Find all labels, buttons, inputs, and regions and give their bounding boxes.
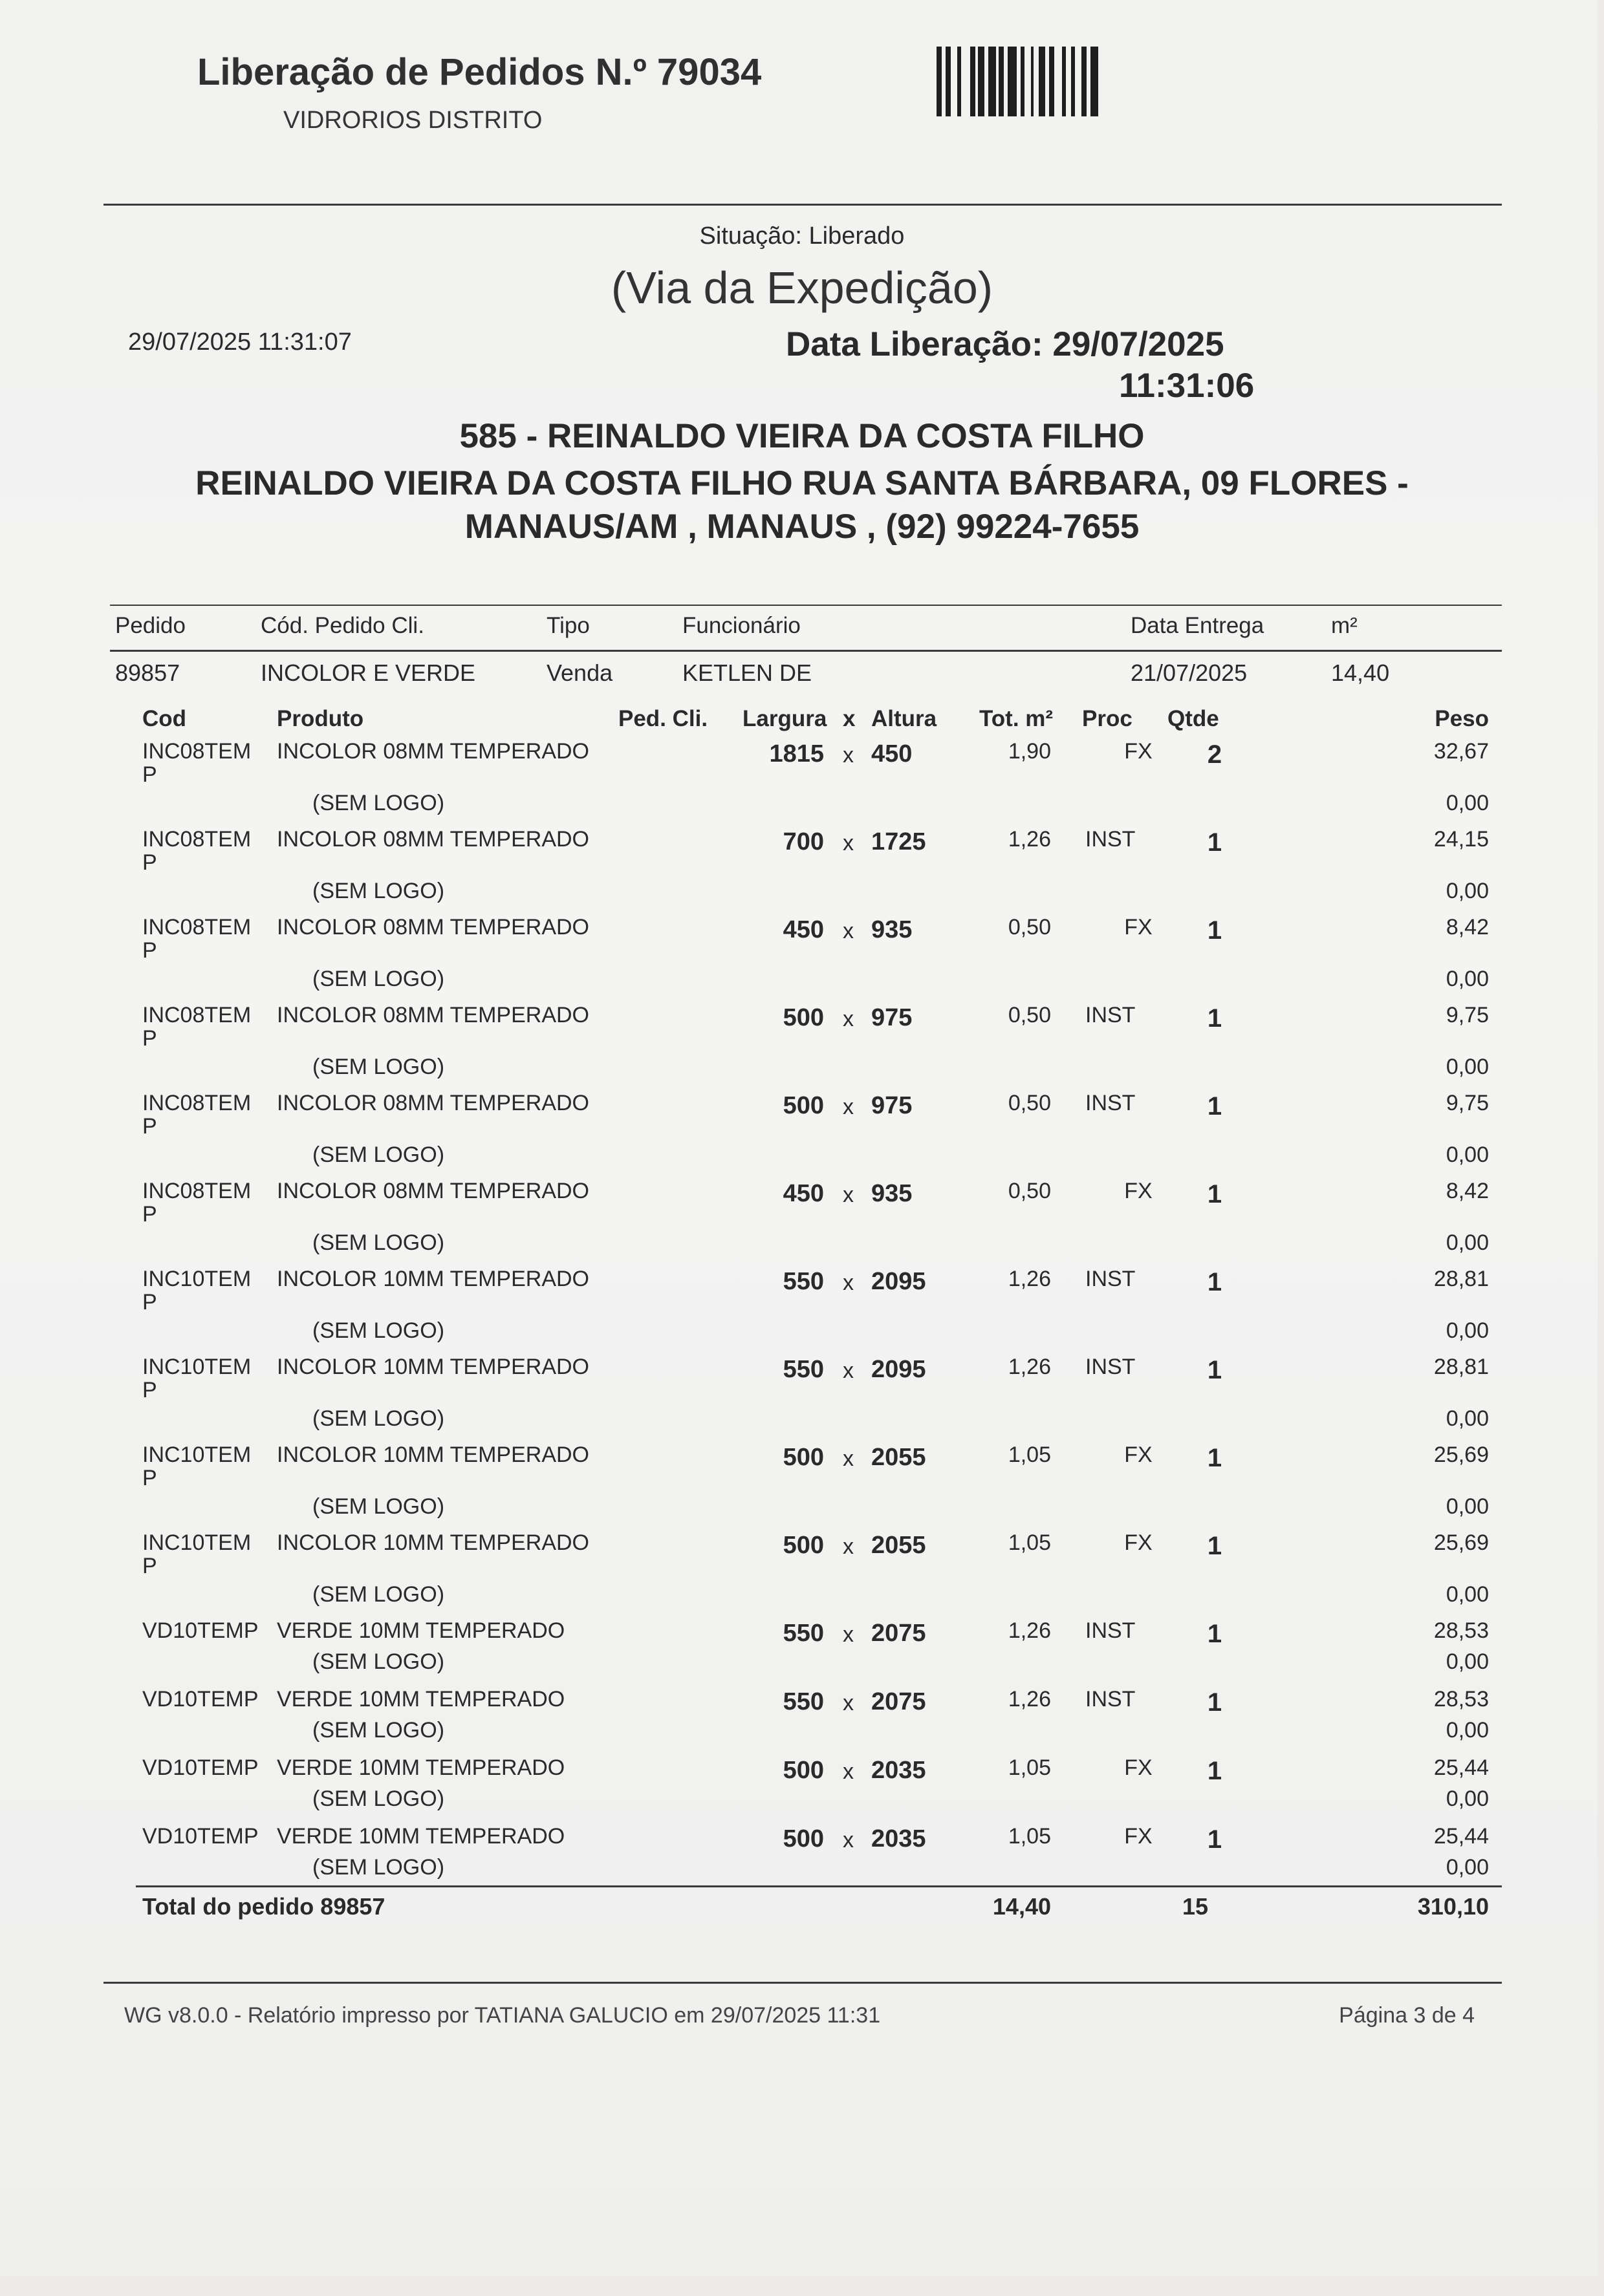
item-proc: INST (1085, 1687, 1136, 1711)
barcode-bar (961, 47, 970, 116)
item-altura: 975 (871, 1004, 913, 1031)
item-peso: 25,44 (1433, 1824, 1489, 1849)
item-tot-m2: 1,26 (1008, 1618, 1051, 1643)
item-peso: 28,81 (1433, 1267, 1489, 1291)
item-logo-peso: 0,00 (1446, 879, 1489, 903)
item-cod: INC08TEM (142, 915, 252, 939)
item-altura: 2035 (871, 1757, 926, 1784)
barcode-bar (999, 47, 1004, 116)
item-largura: 550 (783, 1268, 824, 1295)
item-peso: 25,69 (1433, 1530, 1489, 1555)
item-peso: 9,75 (1446, 1003, 1489, 1027)
item-tot-m2: 0,50 (1008, 1003, 1051, 1027)
item-largura: 500 (783, 1444, 824, 1471)
barcode-bar (1008, 47, 1017, 116)
barcode-bar (978, 47, 984, 116)
item-cod: INC10TEM (142, 1267, 252, 1291)
order-cod-pedido-cli: INCOLOR E VERDE (261, 660, 476, 686)
total-m2: 14,40 (992, 1893, 1051, 1920)
item-produto: INCOLOR 08MM TEMPERADO (277, 1003, 590, 1027)
items-header-altura: Altura (871, 706, 937, 731)
item-tot-m2: 1,26 (1008, 1267, 1051, 1291)
item-x: x (843, 1095, 854, 1119)
item-altura: 450 (871, 740, 913, 767)
footer-report-info: WG v8.0.0 - Relatório impresso por TATIANA GALUCIO em 29/07/2025 11:31 (124, 2003, 881, 2028)
item-largura: 500 (783, 1092, 824, 1119)
item-cod: INC08TEM (142, 1003, 252, 1027)
item-logo-peso: 0,00 (1446, 1786, 1489, 1811)
header-divider (103, 204, 1502, 206)
item-produto: INCOLOR 10MM TEMPERADO (277, 1530, 590, 1555)
item-tot-m2: 1,05 (1008, 1530, 1051, 1555)
barcode-bar (988, 47, 996, 116)
order-table-top-rule (110, 605, 1502, 606)
item-proc: INST (1085, 1618, 1136, 1643)
item-peso: 9,75 (1446, 1091, 1489, 1115)
total-qtde: 15 (1182, 1893, 1209, 1920)
barcode-bar (1066, 47, 1071, 116)
item-produto: INCOLOR 10MM TEMPERADO (277, 1443, 590, 1467)
item-logo-label: (SEM LOGO) (312, 1143, 445, 1167)
item-proc: INST (1085, 1267, 1136, 1291)
item-produto: INCOLOR 08MM TEMPERADO (277, 827, 590, 852)
item-proc: INST (1085, 1091, 1136, 1115)
barcode-bar (937, 47, 942, 116)
item-cod-suffix: P (142, 1114, 157, 1139)
item-proc: FX (1124, 1824, 1153, 1849)
item-cod-suffix: P (142, 1202, 157, 1227)
barcode-bar (1039, 47, 1045, 116)
item-tot-m2: 1,05 (1008, 1443, 1051, 1467)
document-title: Liberação de Pedidos N.º 79034 (197, 51, 762, 93)
item-altura: 2095 (871, 1356, 926, 1383)
item-cod: INC08TEM (142, 1179, 252, 1203)
item-qtde: 1 (1207, 1825, 1222, 1854)
company-name: VIDRORIOS DISTRITO (283, 107, 543, 134)
item-tot-m2: 1,05 (1008, 1755, 1051, 1780)
item-cod: VD10TEMP (142, 1687, 259, 1711)
release-date: Data Liberação: 29/07/2025 (786, 325, 1224, 363)
client-address (0, 462, 1604, 548)
item-peso: 8,42 (1446, 915, 1489, 939)
item-largura: 700 (783, 828, 824, 855)
item-x: x (843, 1183, 854, 1207)
order-funcionario: KETLEN DE (682, 660, 812, 686)
item-logo-peso: 0,00 (1446, 1855, 1489, 1880)
footer-rule (103, 1982, 1502, 1984)
item-altura: 2075 (871, 1620, 926, 1647)
order-m2: 14,40 (1331, 660, 1390, 686)
item-qtde: 1 (1207, 1444, 1222, 1472)
item-altura: 2035 (871, 1825, 926, 1852)
item-proc: INST (1085, 1003, 1136, 1027)
item-produto: INCOLOR 08MM TEMPERADO (277, 739, 590, 764)
item-peso: 28,81 (1433, 1355, 1489, 1379)
item-tot-m2: 1,26 (1008, 1687, 1051, 1711)
item-x: x (843, 1358, 854, 1383)
barcode (937, 47, 1180, 116)
item-tot-m2: 0,50 (1008, 1091, 1051, 1115)
item-peso: 8,42 (1446, 1179, 1489, 1203)
item-qtde: 1 (1207, 1757, 1222, 1785)
item-logo-peso: 0,00 (1446, 1649, 1489, 1674)
item-produto: VERDE 10MM TEMPERADO (277, 1618, 565, 1643)
item-tot-m2: 0,50 (1008, 1179, 1051, 1203)
order-table-header-rule (110, 650, 1502, 652)
total-peso: 310,10 (1417, 1893, 1489, 1920)
barcode-bar (970, 47, 975, 116)
item-largura: 500 (783, 1757, 824, 1784)
item-logo-peso: 0,00 (1446, 1055, 1489, 1079)
item-logo-peso: 0,00 (1446, 791, 1489, 815)
item-peso: 24,15 (1433, 827, 1489, 852)
item-x: x (843, 1622, 854, 1647)
client-address-line-1: REINALDO VIEIRA DA COSTA FILHO RUA SANTA BÁRBARA, 09 FLORES - (195, 464, 1409, 502)
item-cod: INC10TEM (142, 1530, 252, 1555)
barcode-bar (946, 47, 951, 116)
item-peso: 32,67 (1433, 739, 1489, 764)
item-produto: INCOLOR 10MM TEMPERADO (277, 1267, 590, 1291)
item-logo-label: (SEM LOGO) (312, 879, 445, 903)
item-cod: VD10TEMP (142, 1755, 259, 1780)
items-header-largura: Largura (742, 706, 827, 731)
item-logo-label: (SEM LOGO) (312, 1318, 445, 1343)
order-header-cod-pedido-cli: Cód. Pedido Cli. (261, 613, 424, 638)
item-altura: 975 (871, 1092, 913, 1119)
item-altura: 2055 (871, 1532, 926, 1559)
item-logo-peso: 0,00 (1446, 1494, 1489, 1519)
item-qtde: 2 (1207, 740, 1222, 769)
item-logo-peso: 0,00 (1446, 1318, 1489, 1343)
item-logo-peso: 0,00 (1446, 1406, 1489, 1431)
item-produto: INCOLOR 08MM TEMPERADO (277, 1179, 590, 1203)
item-altura: 2055 (871, 1444, 926, 1471)
item-logo-label: (SEM LOGO) (312, 1718, 445, 1743)
item-x: x (843, 1007, 854, 1031)
item-produto: INCOLOR 08MM TEMPERADO (277, 1091, 590, 1115)
item-tot-m2: 1,26 (1008, 827, 1051, 852)
order-data-entrega: 21/07/2025 (1131, 660, 1248, 686)
item-logo-label: (SEM LOGO) (312, 791, 445, 815)
total-rule (136, 1885, 1502, 1887)
item-peso: 25,69 (1433, 1443, 1489, 1467)
item-largura: 500 (783, 1825, 824, 1852)
item-tot-m2: 1,90 (1008, 739, 1051, 764)
barcode-bar (1075, 47, 1081, 116)
item-x: x (843, 743, 854, 767)
barcode-bar (1081, 47, 1087, 116)
item-x: x (843, 831, 854, 855)
item-cod: VD10TEMP (142, 1618, 259, 1643)
item-cod-suffix: P (142, 762, 157, 787)
item-produto: VERDE 10MM TEMPERADO (277, 1755, 565, 1780)
items-header-cod: Cod (142, 706, 187, 731)
item-altura: 2075 (871, 1688, 926, 1715)
item-peso: 28,53 (1433, 1687, 1489, 1711)
item-logo-label: (SEM LOGO) (312, 1406, 445, 1431)
item-proc: FX (1124, 915, 1153, 939)
item-qtde: 1 (1207, 916, 1222, 945)
item-x: x (843, 1534, 854, 1559)
item-cod-suffix: P (142, 1554, 157, 1578)
item-logo-peso: 0,00 (1446, 1582, 1489, 1607)
item-largura: 550 (783, 1620, 824, 1647)
items-header-peso: Peso (1435, 706, 1489, 731)
items-header-ped-cli: Ped. Cli. (618, 706, 708, 731)
item-largura: 550 (783, 1688, 824, 1715)
item-qtde: 1 (1207, 1356, 1222, 1384)
item-largura: 450 (783, 916, 824, 943)
item-cod-suffix: P (142, 850, 157, 875)
barcode-bar (1049, 47, 1054, 116)
item-logo-label: (SEM LOGO) (312, 967, 445, 991)
item-cod: INC10TEM (142, 1355, 252, 1379)
item-altura: 935 (871, 1180, 913, 1207)
copy-label: (Via da Expedição) (611, 263, 993, 313)
item-produto: INCOLOR 08MM TEMPERADO (277, 915, 590, 939)
item-logo-label: (SEM LOGO) (312, 1649, 445, 1674)
barcode-bar (1098, 47, 1103, 116)
order-pedido: 89857 (115, 660, 180, 686)
item-logo-label: (SEM LOGO) (312, 1055, 445, 1079)
footer-page-number: Página 3 de 4 (1339, 2003, 1475, 2028)
item-cod-suffix: P (142, 1290, 157, 1314)
status-text: Situação: Liberado (699, 222, 905, 250)
item-qtde: 1 (1207, 1092, 1222, 1121)
barcode-bar (951, 47, 957, 116)
item-x: x (843, 1691, 854, 1715)
item-logo-label: (SEM LOGO) (312, 1494, 445, 1519)
item-proc: INST (1085, 827, 1136, 852)
item-logo-label: (SEM LOGO) (312, 1230, 445, 1255)
item-x: x (843, 1446, 854, 1471)
item-proc: FX (1124, 1443, 1153, 1467)
item-tot-m2: 1,05 (1008, 1824, 1051, 1849)
item-cod: VD10TEMP (142, 1824, 259, 1849)
items-header-x: x (843, 706, 856, 731)
barcode-bar (1054, 47, 1062, 116)
item-produto: INCOLOR 10MM TEMPERADO (277, 1355, 590, 1379)
items-header-proc: Proc (1082, 706, 1133, 731)
client-name: 585 - REINALDO VIEIRA DA COSTA FILHO (459, 417, 1145, 455)
item-cod: INC08TEM (142, 827, 252, 852)
item-qtde: 1 (1207, 828, 1222, 857)
item-altura: 935 (871, 916, 913, 943)
order-tipo: Venda (547, 660, 613, 686)
item-proc: INST (1085, 1355, 1136, 1379)
item-cod: INC10TEM (142, 1443, 252, 1467)
item-x: x (843, 919, 854, 943)
item-qtde: 1 (1207, 1268, 1222, 1296)
item-largura: 1815 (769, 740, 824, 767)
item-cod-suffix: P (142, 938, 157, 963)
print-datetime: 29/07/2025 11:31:07 (128, 328, 352, 356)
item-produto: VERDE 10MM TEMPERADO (277, 1824, 565, 1849)
item-x: x (843, 1271, 854, 1295)
item-peso: 25,44 (1433, 1755, 1489, 1780)
item-logo-label: (SEM LOGO) (312, 1786, 445, 1811)
item-proc: FX (1124, 1179, 1153, 1203)
item-largura: 550 (783, 1356, 824, 1383)
item-qtde: 1 (1207, 1620, 1222, 1648)
item-cod-suffix: P (142, 1026, 157, 1051)
item-tot-m2: 1,26 (1008, 1355, 1051, 1379)
item-cod-suffix: P (142, 1378, 157, 1402)
items-header-produto: Produto (277, 706, 364, 731)
item-altura: 2095 (871, 1268, 926, 1295)
barcode-bar (1034, 47, 1039, 116)
item-proc: FX (1124, 1755, 1153, 1780)
items-header-tot-m2: Tot. m² (979, 706, 1054, 731)
item-logo-peso: 0,00 (1446, 1230, 1489, 1255)
item-x: x (843, 1759, 854, 1784)
item-tot-m2: 0,50 (1008, 915, 1051, 939)
item-produto: VERDE 10MM TEMPERADO (277, 1687, 565, 1711)
item-cod: INC08TEM (142, 739, 252, 764)
item-proc: FX (1124, 739, 1153, 764)
order-header-funcionario: Funcionário (682, 613, 801, 638)
item-qtde: 1 (1207, 1532, 1222, 1560)
total-label: Total do pedido 89857 (142, 1893, 385, 1920)
order-header-m2: m² (1331, 613, 1358, 638)
item-qtde: 1 (1207, 1004, 1222, 1033)
order-header-tipo: Tipo (547, 613, 590, 638)
item-cod: INC08TEM (142, 1091, 252, 1115)
item-x: x (843, 1828, 854, 1852)
item-cod-suffix: P (142, 1466, 157, 1490)
client-address-line-2: MANAUS/AM , MANAUS , (92) 99224-7655 (464, 508, 1140, 546)
item-altura: 1725 (871, 828, 926, 855)
item-peso: 28,53 (1433, 1618, 1489, 1643)
barcode-bar (1090, 47, 1098, 116)
item-logo-peso: 0,00 (1446, 1143, 1489, 1167)
release-time: 11:31:06 (1119, 367, 1255, 405)
item-proc: FX (1124, 1530, 1153, 1555)
item-logo-peso: 0,00 (1446, 1718, 1489, 1743)
order-header-data-entrega: Data Entrega (1131, 613, 1264, 638)
barcode-bar (1024, 47, 1031, 116)
item-largura: 500 (783, 1004, 824, 1031)
items-header-qtde: Qtde (1167, 706, 1219, 731)
item-largura: 500 (783, 1532, 824, 1559)
item-logo-label: (SEM LOGO) (312, 1582, 445, 1607)
item-qtde: 1 (1207, 1688, 1222, 1717)
item-qtde: 1 (1207, 1180, 1222, 1208)
order-header-pedido: Pedido (115, 613, 186, 638)
item-largura: 450 (783, 1180, 824, 1207)
item-logo-label: (SEM LOGO) (312, 1855, 445, 1880)
item-logo-peso: 0,00 (1446, 967, 1489, 991)
